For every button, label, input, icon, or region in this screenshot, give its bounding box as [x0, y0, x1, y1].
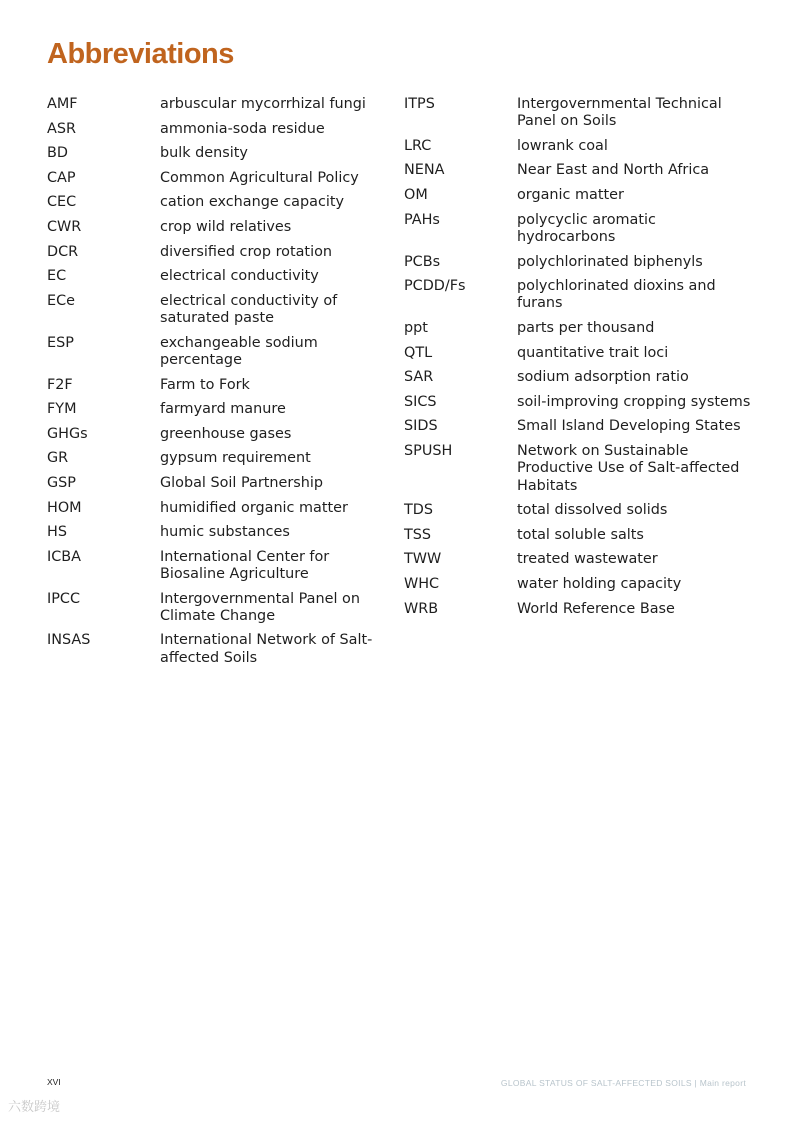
abbreviation-term: GHGs — [47, 425, 88, 442]
abbreviation-entry — [404, 345, 754, 362]
page-number: XVI — [47, 1077, 61, 1087]
abbreviation-entry — [47, 170, 382, 187]
abbreviation-term: ICBA — [47, 548, 82, 565]
report-subtitle: Main report — [699, 1078, 746, 1088]
abbreviation-definition: Small Island Developing States — [517, 418, 741, 435]
abbreviation-term: CWR — [47, 218, 82, 235]
abbreviation-entry — [404, 527, 754, 544]
abbreviation-definition: gypsum requirement — [160, 450, 311, 467]
abbreviation-entry — [47, 500, 382, 517]
abbreviation-definition: International Network of Salt-affected Soils — [160, 632, 373, 666]
abbreviation-term: INSAS — [47, 632, 91, 649]
abbreviation-entry — [47, 401, 382, 418]
abbreviation-entry — [404, 187, 754, 204]
abbreviation-term: WHC — [404, 575, 440, 592]
abbreviation-entry — [47, 335, 382, 370]
abbreviation-definition: ammonia-soda residue — [160, 120, 325, 137]
abbreviation-definition: greenhouse gases — [160, 425, 292, 442]
abbreviation-term: ECe — [47, 292, 75, 309]
abbreviation-definition: arbuscular mycorrhizal fungi — [160, 96, 366, 112]
abbreviation-list-right — [404, 96, 754, 625]
abbreviation-entry — [404, 576, 754, 593]
abbreviation-term: CEC — [47, 194, 77, 211]
abbreviation-term: PAHs — [404, 211, 440, 228]
abbreviation-term: ITPS — [404, 96, 435, 112]
abbreviation-definition: International Center for Biosaline Agriculture — [160, 548, 330, 582]
abbreviation-term: PCDD/Fs — [404, 278, 466, 295]
abbreviation-term: GR — [47, 450, 69, 467]
abbreviation-entry — [404, 369, 754, 386]
abbreviation-definition: lowrank coal — [517, 137, 608, 154]
abbreviation-definition: farmyard manure — [160, 401, 286, 418]
abbreviation-entry — [47, 475, 382, 492]
abbreviation-entry — [47, 268, 382, 285]
abbreviation-term: FYM — [47, 401, 77, 418]
abbreviation-entry — [404, 96, 754, 131]
abbreviation-entry — [404, 394, 754, 411]
abbreviation-term: QTL — [404, 344, 433, 361]
abbreviation-definition: polychlorinated dioxins and furans — [517, 278, 716, 312]
abbreviation-definition: treated wastewater — [517, 551, 658, 568]
abbreviation-definition: Near East and North Africa — [517, 162, 710, 179]
abbreviation-entry — [404, 418, 754, 435]
abbreviation-definition: World Reference Base — [517, 600, 675, 617]
abbreviation-definition: cation exchange capacity — [160, 194, 345, 211]
abbreviation-term: TWW — [404, 551, 442, 568]
abbreviation-term: ESP — [47, 334, 74, 351]
abbreviation-term: SIDS — [404, 418, 438, 435]
abbreviation-entry — [47, 524, 382, 541]
abbreviation-term: BD — [47, 145, 68, 162]
abbreviation-definition: Intergovernmental Panel on Climate Change — [160, 590, 360, 624]
abbreviation-term: HOM — [47, 499, 82, 516]
abbreviation-definition: polychlorinated biphenyls — [517, 253, 703, 270]
abbreviation-term: TSS — [404, 526, 432, 543]
abbreviation-list-left — [47, 96, 382, 674]
abbreviation-definition: Common Agricultural Policy — [160, 169, 359, 186]
abbreviation-entry — [47, 244, 382, 261]
abbreviation-entry — [404, 502, 754, 519]
abbreviation-definition: humidified organic matter — [160, 499, 348, 516]
abbreviation-definition: Global Soil Partnership — [160, 474, 324, 491]
abbreviation-entry — [404, 254, 754, 271]
abbreviation-entry — [47, 121, 382, 138]
abbreviation-definition: electrical conductivity — [160, 268, 319, 285]
abbreviation-entry — [47, 219, 382, 236]
abbreviation-term: SPUSH — [404, 443, 453, 460]
abbreviation-definition: quantitative trait loci — [517, 344, 669, 361]
abbreviation-entry — [404, 551, 754, 568]
abbreviation-entry — [47, 632, 382, 667]
abbreviation-definition: polycyclic aromatic hydrocarbons — [517, 211, 656, 245]
abbreviation-term: DCR — [47, 243, 79, 260]
abbreviation-entry — [404, 320, 754, 337]
abbreviation-term: WRB — [404, 600, 439, 617]
abbreviation-entry — [47, 293, 382, 328]
abbreviation-definition: bulk density — [160, 145, 248, 162]
abbreviation-term: OM — [404, 187, 428, 204]
abbreviation-term: SAR — [404, 369, 434, 386]
abbreviation-definition: crop wild relatives — [160, 218, 292, 235]
abbreviation-term: ASR — [47, 120, 76, 137]
abbreviation-definition: total dissolved solids — [517, 502, 668, 519]
footer-separator: | — [694, 1078, 698, 1088]
report-title: GLOBAL STATUS OF SALT-AFFECTED SOILS — [500, 1078, 692, 1088]
abbreviation-definition: organic matter — [517, 187, 624, 204]
abbreviation-term: CAP — [47, 169, 76, 186]
abbreviation-entry — [47, 549, 382, 584]
abbreviation-term: TDS — [404, 502, 434, 519]
abbreviation-definition: parts per thousand — [517, 320, 655, 337]
abbreviation-entry — [47, 194, 382, 211]
abbreviation-entry — [47, 450, 382, 467]
abbreviation-definition: sodium adsorption ratio — [517, 369, 689, 386]
abbreviation-term: GSP — [47, 474, 76, 491]
abbreviation-definition: Farm to Fork — [160, 376, 250, 393]
abbreviation-term: PCBs — [404, 253, 441, 270]
abbreviation-definition: total soluble salts — [517, 526, 644, 543]
abbreviation-definition: humic substances — [160, 524, 290, 541]
abbreviation-entry — [404, 601, 754, 618]
abbreviation-term: AMF — [47, 96, 78, 112]
abbreviation-entry — [47, 591, 382, 626]
watermark: 六数跨境 — [8, 1100, 61, 1115]
abbreviation-term: F2F — [47, 376, 73, 393]
abbreviation-term: IPCC — [47, 590, 81, 607]
abbreviation-term: ppt — [404, 320, 428, 337]
abbreviation-term: EC — [47, 268, 67, 285]
page-title: Abbreviations — [47, 38, 234, 70]
abbreviation-definition: soil-improving cropping systems — [517, 393, 751, 410]
abbreviation-entry — [404, 443, 754, 495]
abbreviation-definition: Network on Sustainable Productive Use of Salt-affected Habitats — [517, 443, 740, 494]
abbreviation-entry — [47, 426, 382, 443]
abbreviation-entry — [47, 96, 382, 113]
abbreviation-term: HS — [47, 524, 67, 541]
abbreviation-entry — [404, 212, 754, 247]
abbreviation-definition: diversified crop rotation — [160, 243, 332, 260]
abbreviation-entry — [404, 278, 754, 313]
abbreviation-entry — [47, 145, 382, 162]
abbreviation-entry — [404, 138, 754, 155]
abbreviation-term: SICS — [404, 393, 437, 410]
abbreviation-definition: Intergovernmental Technical Panel on Soils — [517, 96, 722, 130]
abbreviation-definition: exchangeable sodium percentage — [160, 334, 318, 368]
abbreviation-term: LRC — [404, 137, 432, 154]
abbreviation-definition: electrical conductivity of saturated paste — [160, 292, 338, 327]
abbreviation-definition: water holding capacity — [517, 575, 682, 592]
footer-report-title — [501, 1078, 746, 1088]
abbreviation-term: NENA — [404, 162, 445, 179]
abbreviation-entry — [47, 377, 382, 394]
abbreviation-entry — [404, 162, 754, 179]
